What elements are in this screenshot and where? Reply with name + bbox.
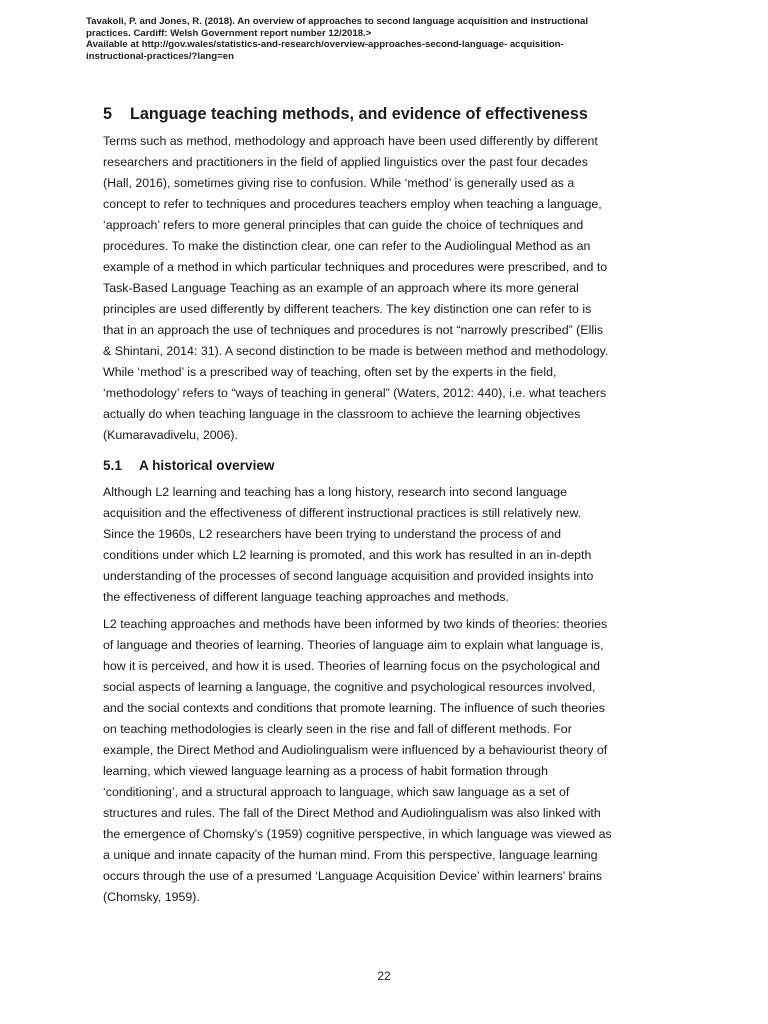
page-number: 22 xyxy=(377,969,391,983)
paragraph-line: on teaching methodologies is clearly seen in the rise and fall of different methods. For xyxy=(103,722,572,736)
paragraph-line: Although L2 learning and teaching has a long history, research into second language xyxy=(103,485,568,499)
paragraph-line: (Hall, 2016), sometimes giving rise to confusion. While ‘method’ is generally used as a xyxy=(103,176,575,190)
paragraph-line: example of a method in which particular techniques and procedures were prescribed, and to xyxy=(103,260,608,274)
paragraph-line: ‘conditioning’, and a structural approach to language, which saw language as a set of xyxy=(103,785,570,799)
paragraph-line: (Kumaravadivelu, 2006). xyxy=(103,428,238,442)
paragraph-line: that in an approach the use of techniques and procedures is not “narrowly prescribed” (Ellis xyxy=(103,323,604,337)
section-paragraph xyxy=(103,131,669,446)
paragraph-line: procedures. To make the distinction clear, one can refer to the Audiolingual Method as an xyxy=(103,239,591,253)
paragraph-line: L2 teaching approaches and methods have been informed by two kinds of theories: theories xyxy=(103,617,608,631)
paragraph-line: ‘approach’ refers to more general principles that can guide the choice of techniques and xyxy=(103,218,584,232)
paragraph-line: Task-Based Language Teaching as an example of an approach where its more general xyxy=(103,281,579,295)
paragraph-line: understanding of the processes of second language acquisition and provided insights into xyxy=(103,569,594,583)
paragraph-line: Terms such as method, methodology and approach have been used differently by different xyxy=(103,134,598,148)
paragraph-line: acquisition and the effectiveness of different instructional practices is still relatively new. xyxy=(103,506,582,520)
paragraph-line: actually do when teaching language in the classroom to achieve the learning objectives xyxy=(103,407,581,421)
paragraph-line: occurs through the use of a presumed ‘Language Acquisition Device’ within learners’ brains xyxy=(103,869,603,883)
paragraph-line: ‘methodology’ refers to “ways of teaching in general” (Waters, 2012: 440), i.e. what teachers xyxy=(103,386,607,400)
section-title: Language teaching methods, and evidence of effectiveness xyxy=(130,105,588,123)
paragraph-line: the emergence of Chomsky’s (1959) cognitive perspective, in which language was viewed as xyxy=(103,827,612,841)
subsection-paragraph-2 xyxy=(103,614,669,908)
citation-line: Tavakoli, P. and Jones, R. (2018). An overview of approaches to second language acquisition and instructional xyxy=(86,16,589,27)
paragraph-line: example, the Direct Method and Audiolingualism were influenced by a behaviourist theory of xyxy=(103,743,608,757)
paragraph-line: the effectiveness of different language teaching approaches and methods. xyxy=(103,590,509,604)
paragraph-line: researchers and practitioners in the field of applied linguistics over the past four decades xyxy=(103,155,588,169)
subsection-heading xyxy=(103,456,669,476)
subsection-title: A historical overview xyxy=(139,458,275,473)
paragraph-line: While ‘method’ is a prescribed way of teaching, often set by the experts in the field, xyxy=(103,365,557,379)
paragraph-line: conditions under which L2 learning is promoted, and this work has resulted in an in-depth xyxy=(103,548,592,562)
subsection-number: 5.1 xyxy=(103,458,122,473)
paragraph-line: & Shintani, 2014: 31). A second distinction to be made is between method and methodology. xyxy=(103,344,609,358)
paragraph-line: social aspects of learning a language, the cognitive and psychological resources involved, xyxy=(103,680,596,694)
paragraph-line: (Chomsky, 1959). xyxy=(103,890,200,904)
paragraph-line: learning, which viewed language learning as a process of habit formation through xyxy=(103,764,548,778)
section-heading xyxy=(103,103,669,125)
citation-line: instructional-practices/?lang=en xyxy=(86,50,234,62)
paragraph-line: of language and theories of learning. Theories of language aim to explain what language is, xyxy=(103,638,604,652)
paragraph-line: principles are used differently by different teachers. The key distinction one can refer to is xyxy=(103,302,592,316)
paragraph-line: how it is perceived, and how it is used. Theories of learning focus on the psychological and xyxy=(103,659,601,673)
paragraph-line: and the social contexts and conditions that promote learning. The influence of such theories xyxy=(103,701,605,715)
paragraph-line: Since the 1960s, L2 researchers have been trying to understand the process of and xyxy=(103,527,562,541)
citation-line: practices. Cardiff: Welsh Government report number 12/2018.> xyxy=(86,27,372,39)
paragraph-line: structures and rules. The fall of the Direct Method and Audiolingualism was also linked with xyxy=(103,806,601,820)
paragraph-line: concept to refer to techniques and procedures teachers employ when teaching a language, xyxy=(103,197,602,211)
paragraph-line: a unique and innate capacity of the human mind. From this perspective, language learning xyxy=(103,848,598,862)
subsection-paragraph-1 xyxy=(103,482,669,608)
citation-line: Available at http://gov.wales/statistics-and-research/overview-approaches-second-language- acquisition- xyxy=(86,39,564,50)
main-content xyxy=(103,103,669,914)
section-number: 5 xyxy=(103,105,113,123)
citation-header xyxy=(86,16,686,62)
